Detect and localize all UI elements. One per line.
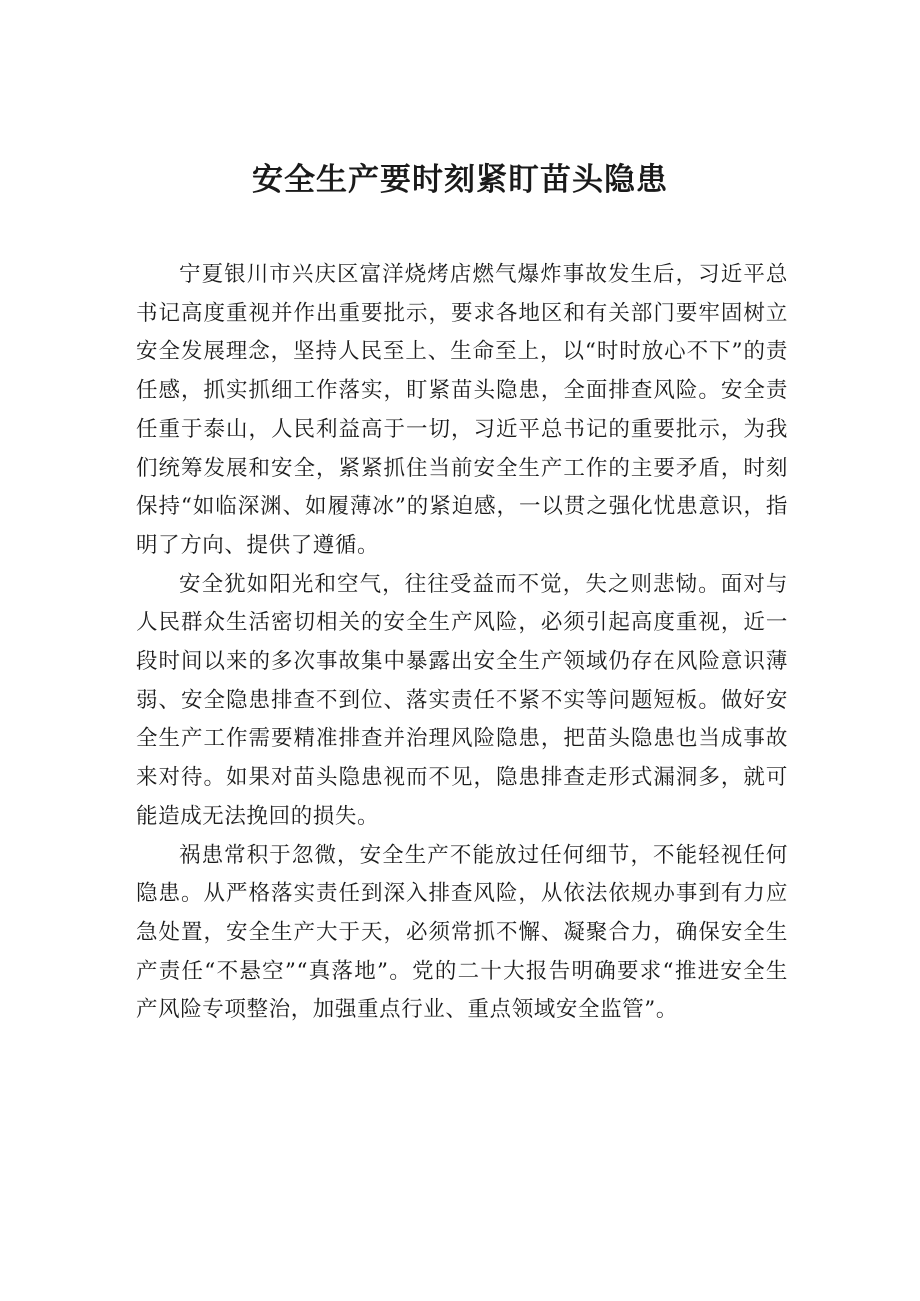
document-body [136, 256, 788, 1030]
paragraph-3: 祸患常积于忽微，安全生产不能放过任何细节，不能轻视任何隐患。从严格落实责任到深入排查风险，从依法依规办事到有力应急处置，安全生产大于天，必须常抓不懈、凝聚合力，确保安全生产责任“不悬空”“真落地”。党的二十大报告明确要求“推进安全生产风险专项整治，加强重点行业、重点领域安全监管”。 [136, 842, 788, 1023]
paragraph-1: 宁夏银川市兴庆区富洋烧烤店燃气爆炸事故发生后，习近平总书记高度重视并作出重要批示，要求各地区和有关部门要牢固树立安全发展理念，坚持人民至上、生命至上，以“时时放心不下”的责任感，抓实抓细工作落实，盯紧苗头隐患，全面排查风险。安全责任重于泰山，人民利益高于一切，习近平总书记的重要批示，为我们统筹发展和安全，紧紧抓住当前安全生产工作的主要矛盾，时刻保持“如临深渊、如履薄冰”的紧迫感，一以贯之强化忧患意识，指明了方向、提供了遵循。 [136, 262, 788, 558]
document-title: 安全生产要时刻紧盯苗头隐患 [252, 162, 668, 198]
paragraph-2: 安全犹如阳光和空气，往往受益而不觉，失之则悲恸。面对与人民群众生活密切相关的安全生产风险，必须引起高度重视，近一段时间以来的多次事故集中暴露出安全生产领域仍存在风险意识薄弱、安全隐患排查不到位、落实责任不紧不实等问题短板。做好安全生产工作需要精准排查并治理风险隐患，把苗头隐患也当成事故来对待。如果对苗头隐患视而不见，隐患排查走形式漏洞多，就可能造成无法挽回的损失。 [136, 571, 788, 829]
